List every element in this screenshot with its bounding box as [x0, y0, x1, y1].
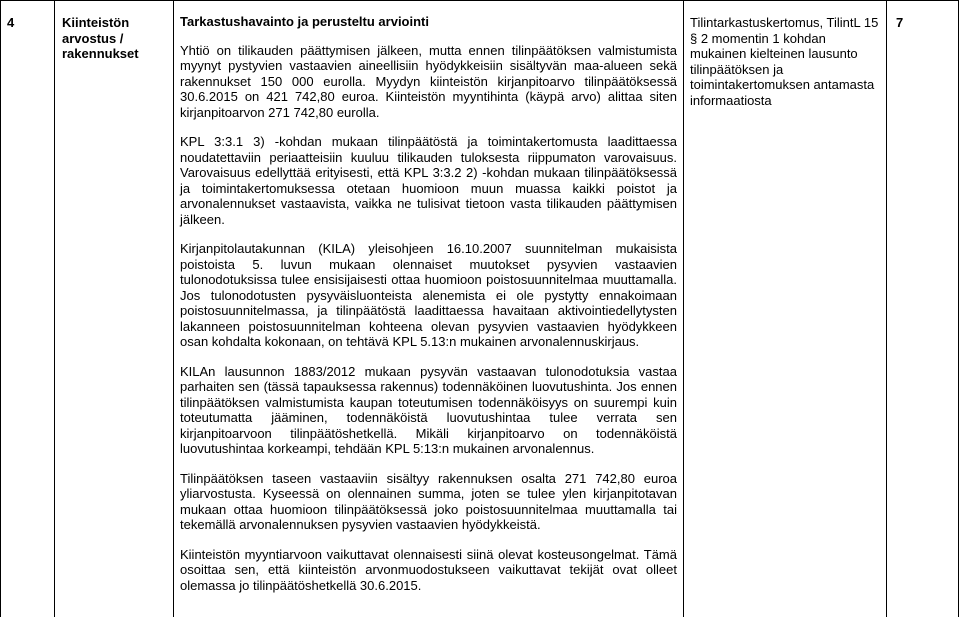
column-divider-3 — [683, 0, 684, 617]
table-left-border — [0, 0, 1, 617]
column-divider-2 — [173, 0, 174, 617]
observation-title: Tarkastushavainto ja perusteltu arviointi — [180, 14, 429, 29]
reference-cell — [690, 15, 880, 108]
column-divider-4 — [886, 0, 887, 617]
paragraph-moisture: Kiinteistön myyntiarvoon vaikuttavat olennaisesti siinä olevat kosteusongelmat. Tämä osoittaa sen, että kiinteistön arvonmuodostukseen vaikuttavat tekijät ovat olleet olemassa jo tilinpäätöshetkellä 30.6.2015. — [180, 546, 677, 593]
table-top-border — [0, 0, 959, 1]
paragraph-kila-statement: KILAn lausunnon 1883/2012 mukaan pysyvän vastaavan tulonodotuksia vastaa parhaiten sen (tässä tapauksessa rakennus) todennäköinen luovutushinta. Jos ennen tilinpäätöksen valmistumista kaupan toteutumisen todennäköisyys on suurempi kuin toteutumatta jääminen, todennäköistä luovutushintaa tulee verrata sen kirjanpitoarvoon tilinpäätöshetkellä. Mikäli kirjanpitoarvo on todennäköistä luovutushintaa korkeampi, tehdään KPL 5:13:n mukainen arvonalennus. — [180, 363, 677, 456]
category-label: Kiinteistön arvostus / rakennukset — [62, 15, 139, 61]
paragraph-overvaluation: Tilinpäätöksen taseen vastaaviin sisältyy rakennuksen osalta 271 742,80 euroa yliarvostusta. Kyseessä on olennainen summa, joten se tulee ylen kirjanpitotavan mukaan ottaa huomioon tilinpäätöksessä joko poistosuunnitelmaa muuttamalla tai tekemällä arvonalennuksen pysyvien vastaavien hyödykkeistä. — [180, 470, 677, 532]
paragraph-sale: Yhtiö on tilikauden päättymisen jälkeen, mutta ennen tilinpäätöksen valmistumista myynyt pystyvien vastaavien aineellisiin hyödykkeisiin sisältyvän maa-alueen sekä rakennukset 150 000 eurolla. Myydyn kiinteistön kirjanpitoarvo tilinpäätöksessä 30.6.2015 on 421 742,80 euroa. Kiinteistön myyntihinta (käypä arvo) alittaa siten kirjanpitoarvon 271 742,80 eurolla. — [180, 42, 677, 120]
observation-cell — [180, 14, 677, 593]
column-divider-1 — [54, 0, 55, 617]
row-number: 4 — [7, 15, 15, 30]
paragraph-kila-guideline: Kirjanpitolautakunnan (KILA) yleisohjeen 16.10.2007 suunnitelman mukaisista poistoista 5. luvun mukaan olennaiset muutokset pysyvien vastaavien tulonodotuksissa tulee ensisijaisesti ottaa huomioon poistosuunnitelmaa muuttamalla. Jos tulonodotusten pysyväisluonteista alenemista ei ole pystytty ennakoimaan poistosuunnitelmassa, ja tilinpäätöstä laadittaessa havaitaan aktivointiedellytysten lakanneen poistosuunnitelman kohteena olevan pysyvien vastaavien hyödykkeen osan kohdalta kokonaan, on tehtävä KPL 5.13:n mukainen arvonalennuskirjaus. — [180, 241, 677, 349]
audit-report-reference: Tilintarkastuskertomus, TilintL 15 § 2 momentin 1 kohdan mukainen kielteinen lausunto tilinpäätöksen ja toimintakertomuksen antamasta informaatiosta — [690, 15, 879, 108]
paragraph-prudence: KPL 3:3.1 3) -kohdan mukaan tilinpäätöstä ja toimintakertomusta laadittaessa noudatettaviin periaatteisiin kuuluu tilikauden tuloksesta riippumaton varovaisuus. Varovaisuus edellyttää erityisesti, että KPL 3:3.2 2) -kohdan mukaan tilinpäätöksessä ja toimintakertomuksessa otetaan huomioon muun muassa kaikki poistot ja arvonalennukset vastaavista, vaikka ne tulisivat tietoon vasta tilikauden päättymisen jälkeen. — [180, 134, 677, 227]
points-value: 7 — [896, 15, 904, 30]
